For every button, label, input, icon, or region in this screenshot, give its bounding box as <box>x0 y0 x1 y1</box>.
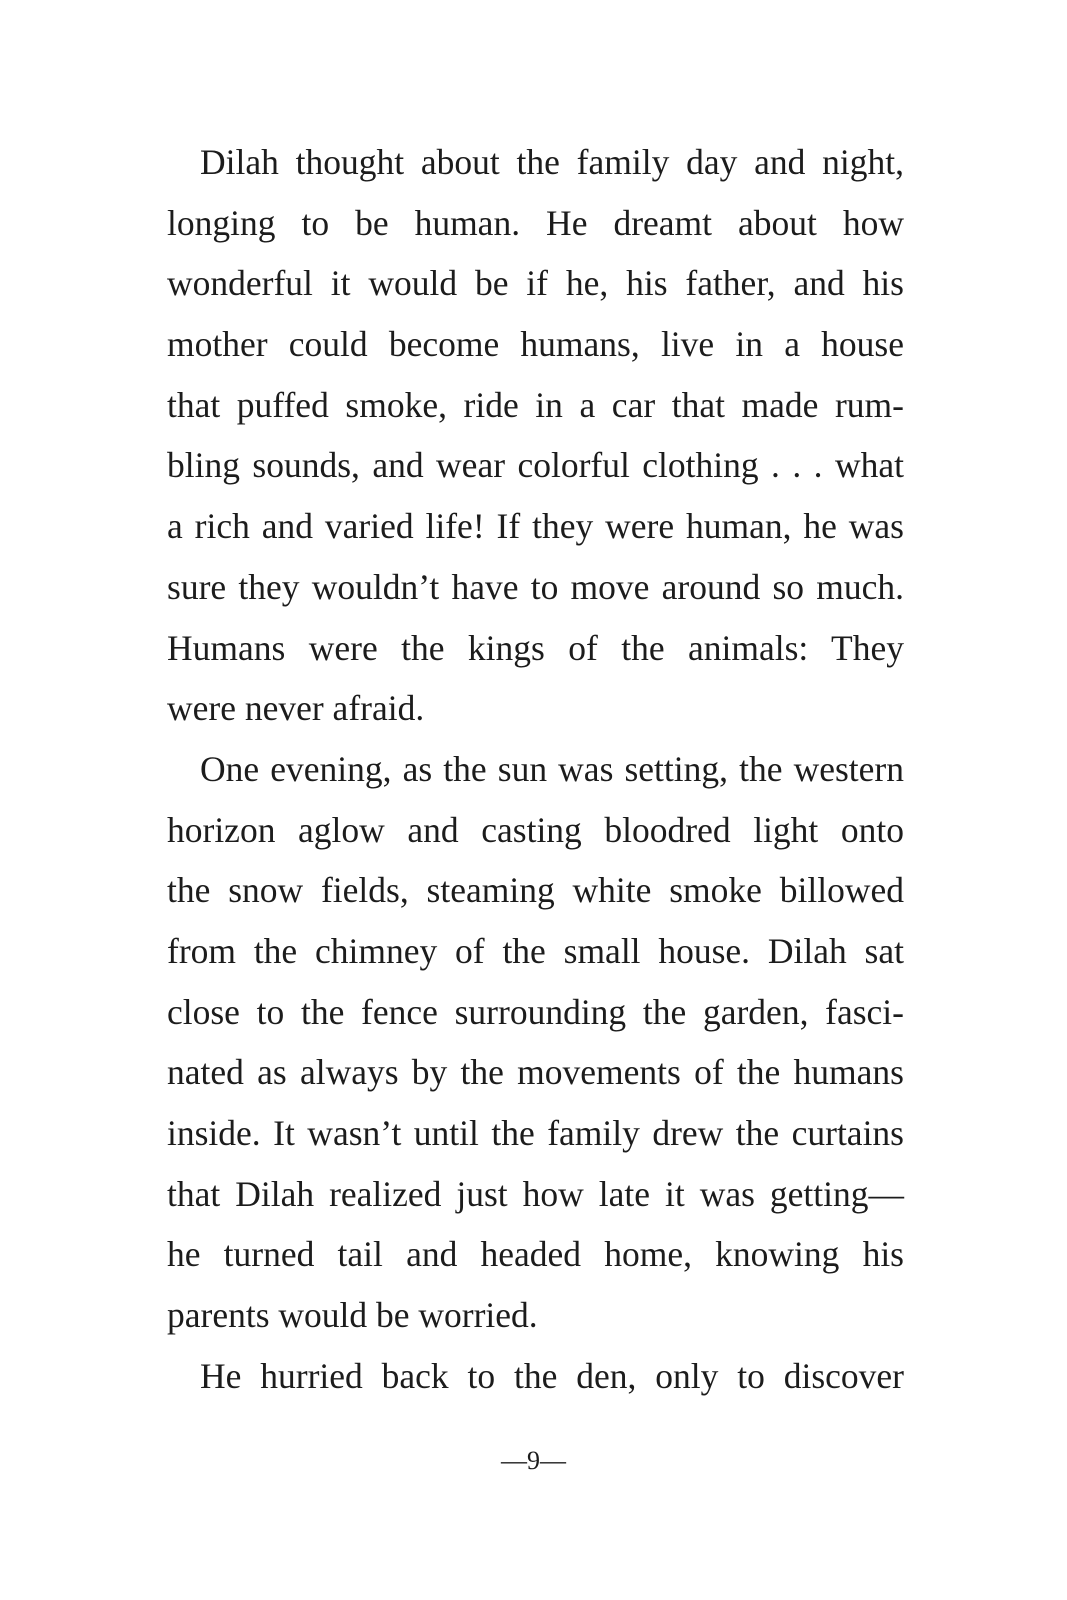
text-line: parents would be worried. <box>167 1295 538 1336</box>
text-line: wonderful it would be if he, his father, and his <box>167 263 904 304</box>
text-line: mother could become humans, live in a house <box>167 324 904 365</box>
paragraph-1 <box>167 132 904 739</box>
text-line: that Dilah realized just how late it was getting— <box>167 1173 904 1214</box>
text-line: nated as always by the movements of the humans <box>167 1052 904 1093</box>
text-line: One evening, as the sun was setting, the western <box>200 748 904 789</box>
text-line: bling sounds, and wear colorful clothing . . . what <box>167 445 904 486</box>
text-line: he turned tail and headed home, knowing his <box>167 1234 904 1275</box>
text-line: Humans were the kings of the animals: They <box>167 627 904 668</box>
text-line: sure they wouldn’t have to move around so much. <box>167 566 904 607</box>
body-text <box>167 132 904 1406</box>
page-number: —9— <box>501 1446 566 1475</box>
text-line: He hurried back to the den, only to discover <box>200 1355 904 1396</box>
text-line: that puffed smoke, ride in a car that made rum- <box>167 384 904 425</box>
paragraph-3 <box>167 1346 904 1407</box>
text-line: from the chimney of the small house. Dilah sat <box>167 930 904 971</box>
text-line: Dilah thought about the family day and night, <box>200 142 904 182</box>
text-line: longing to be human. He dreamt about how <box>167 202 904 243</box>
paragraph-2 <box>167 739 904 1346</box>
text-line: close to the fence surrounding the garden, fasci- <box>167 991 904 1032</box>
text-line: the snow fields, steaming white smoke billowed <box>167 870 904 911</box>
text-line: inside. It wasn’t until the family drew the curtains <box>167 1113 904 1153</box>
text-line: were never afraid. <box>167 688 425 729</box>
text-line: horizon aglow and casting bloodred light onto <box>167 809 904 850</box>
text-line: a rich and varied life! If they were human, he was <box>167 506 904 547</box>
